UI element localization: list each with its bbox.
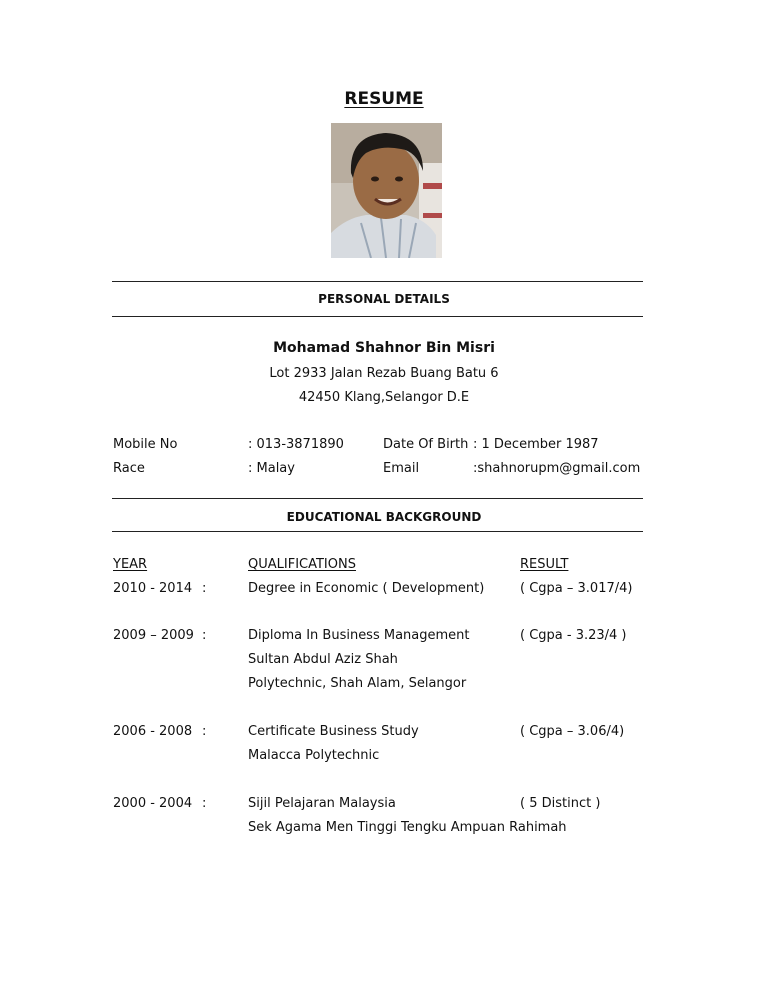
divider bbox=[112, 316, 643, 317]
mobile-value: : 013-3871890 bbox=[248, 437, 344, 452]
edu-result: ( Cgpa – 3.06/4) bbox=[520, 724, 625, 739]
edu-year: 2009 – 2009 bbox=[113, 628, 194, 643]
edu-institution: Malacca Polytechnic bbox=[248, 748, 380, 763]
dob-label: Date Of Birth bbox=[383, 437, 469, 452]
edu-qualification: Certificate Business Study bbox=[248, 724, 419, 739]
race-value: : Malay bbox=[248, 461, 295, 476]
edu-separator: : bbox=[202, 796, 207, 811]
mobile-label: Mobile No bbox=[113, 437, 178, 452]
edu-separator: : bbox=[202, 628, 207, 643]
edu-year: 2006 - 2008 bbox=[113, 724, 193, 739]
result-column-header: RESULT bbox=[520, 557, 569, 572]
year-column-header: YEAR bbox=[113, 557, 148, 572]
edu-institution: Sultan Abdul Aziz Shah bbox=[248, 652, 398, 667]
divider bbox=[112, 531, 643, 532]
edu-separator: : bbox=[202, 724, 207, 739]
edu-separator: : bbox=[202, 581, 207, 596]
divider bbox=[112, 498, 643, 499]
qualifications-column-header: QUALIFICATIONS bbox=[248, 557, 356, 572]
edu-result: ( Cgpa - 3.23/4 ) bbox=[520, 628, 627, 643]
email-label: Email bbox=[383, 461, 420, 476]
applicant-name: Mohamad Shahnor Bin Misri bbox=[273, 340, 495, 356]
divider bbox=[112, 281, 643, 282]
edu-institution: Polytechnic, Shah Alam, Selangor bbox=[248, 676, 467, 691]
edu-institution: Sek Agama Men Tinggi Tengku Ampuan Rahimah bbox=[248, 820, 567, 835]
race-label: Race bbox=[113, 461, 145, 476]
person-photo-icon bbox=[331, 123, 442, 258]
resume-title: RESUME bbox=[344, 89, 424, 109]
dob-value: : 1 December 1987 bbox=[473, 437, 599, 452]
edu-year: 2000 - 2004 bbox=[113, 796, 193, 811]
edu-qualification: Degree in Economic ( Development) bbox=[248, 581, 485, 596]
education-heading: EDUCATIONAL BACKGROUND bbox=[286, 510, 482, 524]
address-line-2: 42450 Klang,Selangor D.E bbox=[298, 390, 470, 405]
address-line-1: Lot 2933 Jalan Rezab Buang Batu 6 bbox=[269, 366, 499, 381]
edu-result: ( Cgpa – 3.017/4) bbox=[520, 581, 633, 596]
edu-qualification: Diploma In Business Management bbox=[248, 628, 470, 643]
edu-year: 2010 - 2014 bbox=[113, 581, 193, 596]
edu-result: ( 5 Distinct ) bbox=[520, 796, 601, 811]
email-value: :shahnorupm@gmail.com bbox=[473, 461, 641, 476]
profile-photo bbox=[331, 123, 442, 258]
personal-details-heading: PERSONAL DETAILS bbox=[318, 292, 450, 306]
edu-qualification: Sijil Pelajaran Malaysia bbox=[248, 796, 396, 811]
